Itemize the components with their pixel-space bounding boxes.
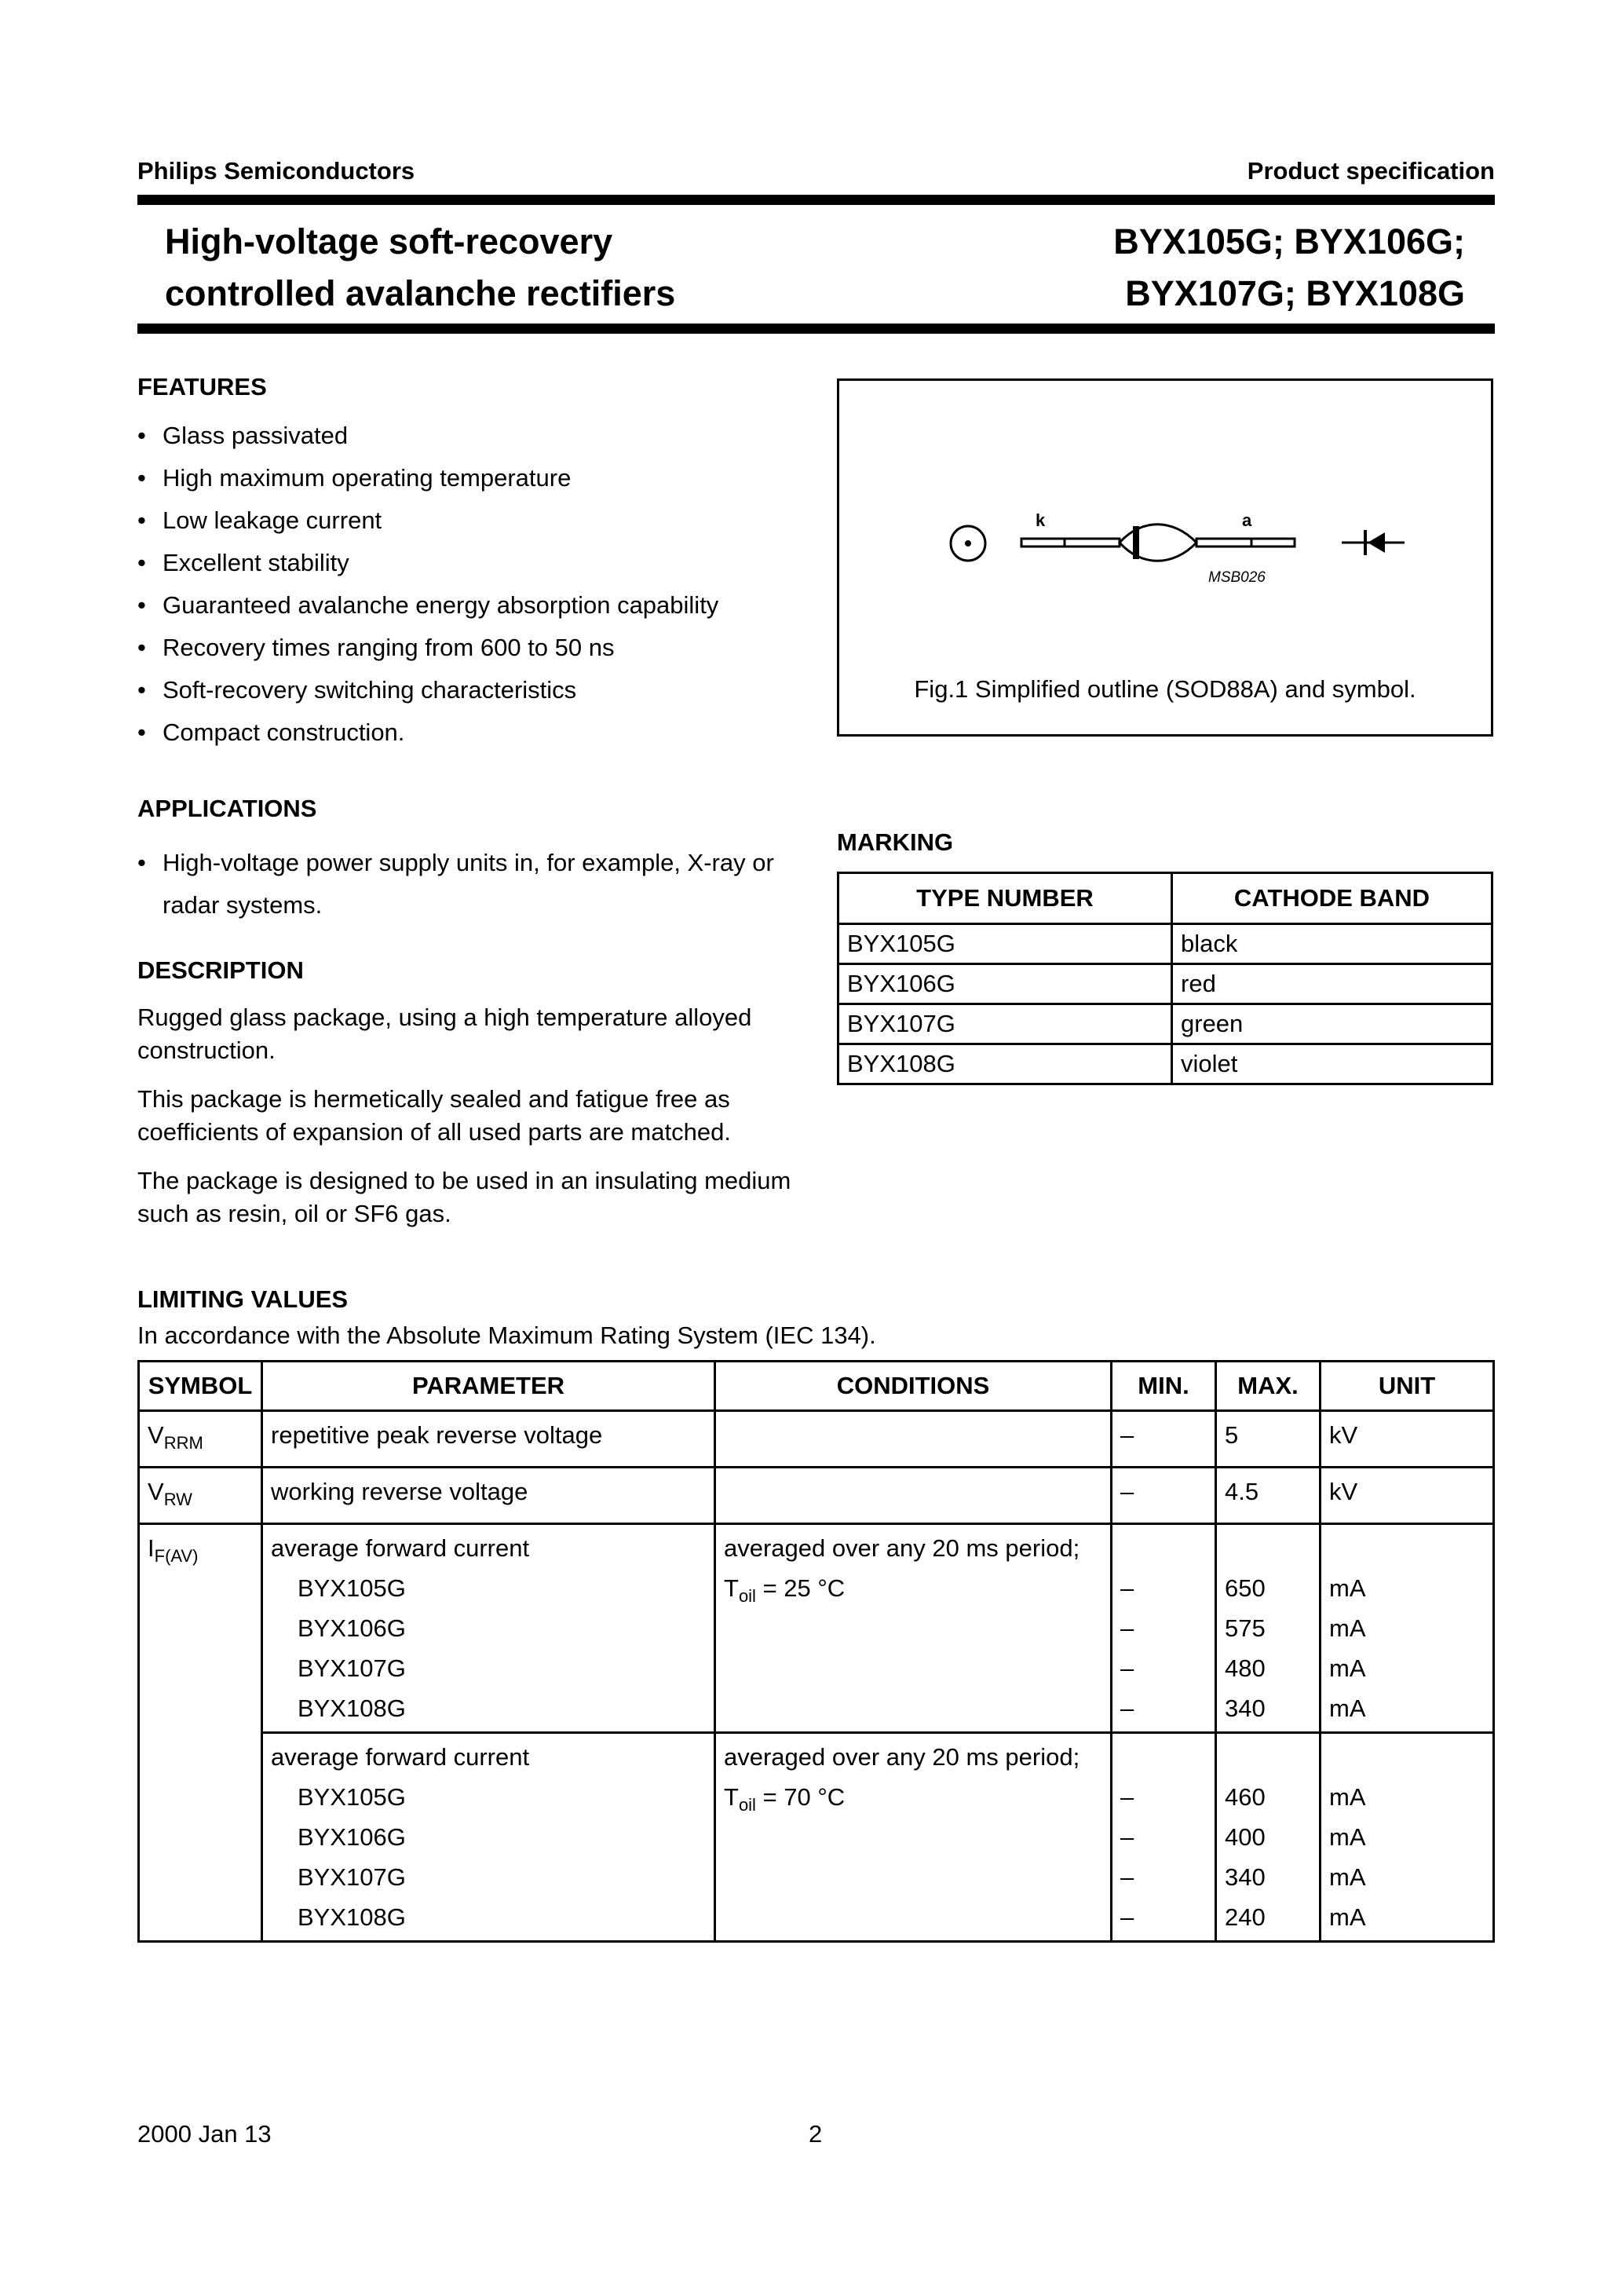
parameter-cell: repetitive peak reverse voltage (262, 1411, 715, 1468)
list-item: • Recovery times ranging from 600 to 50 ns (137, 627, 813, 669)
part-numbers (1113, 216, 1465, 320)
col-conditions: CONDITIONS (715, 1362, 1112, 1411)
table-row (139, 1411, 1494, 1468)
title-rule (137, 324, 1495, 334)
end-view-dot (965, 540, 971, 547)
max-cell: 4.5 (1216, 1468, 1321, 1524)
cathode-band (1133, 526, 1139, 559)
table-row (139, 1733, 1494, 1942)
min-cell: – – – – (1112, 1524, 1216, 1733)
list-item: • Glass passivated (137, 415, 813, 457)
part-numbers-line-1: BYX105G; BYX106G; (1113, 221, 1465, 261)
symbol-cell: $V_{RRM}$ (139, 1411, 262, 1468)
applications-heading: APPLICATIONS (137, 795, 317, 822)
description-body (137, 1001, 813, 1246)
min-cell: – (1112, 1468, 1216, 1524)
top-rule (137, 195, 1495, 205)
list-item: • High-voltage power supply units in, for example, X-ray or radar systems. (137, 842, 801, 927)
figure-caption: Fig.1 Simplified outline (SOD88A) and symbol. (914, 675, 1416, 703)
footer-date: 2000 Jan 13 (137, 2120, 272, 2148)
table-row (139, 1468, 1494, 1524)
description-paragraph: The package is designed to be used in an insulating medium such as resin, oil or SF6 gas. (137, 1167, 791, 1227)
diode-outline-figure (839, 381, 1491, 616)
part-numbers-line-2: BYX107G; BYX108G (1125, 273, 1465, 313)
page-number: 2 (809, 2120, 823, 2148)
features-list (137, 415, 813, 754)
table-row (139, 1524, 1494, 1733)
cathode-band-cell: black (1172, 924, 1492, 964)
list-item: • High maximum operating temperature (137, 457, 813, 499)
max-cell: 460 400 340 240 (1216, 1733, 1321, 1942)
type-number-cell: BYX106G (838, 964, 1172, 1004)
unit-cell: kV (1321, 1411, 1494, 1468)
parameter-cell: working reverse voltage (262, 1468, 715, 1524)
anode-lead-inner (1196, 539, 1251, 547)
unit-cell: mA mA mA mA (1321, 1524, 1494, 1733)
document-title (165, 216, 675, 320)
type-list: BYX105G BYX106G BYX107G BYX108G (298, 1783, 406, 1932)
table-row (838, 1004, 1492, 1044)
cathode-band-cell: violet (1172, 1044, 1492, 1084)
unit-cell: mA mA mA mA (1321, 1733, 1494, 1942)
marking-col-band: CATHODE BAND (1172, 873, 1492, 924)
table-row (838, 1044, 1492, 1084)
description-paragraph: Rugged glass package, using a high temperature alloyed construction. (137, 1004, 752, 1064)
type-list: BYX105G BYX106G BYX107G BYX108G (298, 1574, 406, 1723)
marking-col-type: TYPE NUMBER (838, 873, 1172, 924)
cathode-lead-inner (1065, 539, 1120, 547)
glass-body (1120, 525, 1196, 561)
parameter-cell: average forward current BYX105G BYX106G BYX107G BYX108G (262, 1524, 715, 1733)
anode-lead (1251, 539, 1295, 547)
type-number-cell: BYX105G (838, 924, 1172, 964)
conditions-cell: averaged over any 20 ms period; $T_{oil} = 25$ °C (715, 1524, 1112, 1733)
title-line-2: controlled avalanche rectifiers (165, 273, 676, 313)
conditions-cell (715, 1411, 1112, 1468)
col-max: MAX. (1216, 1362, 1321, 1411)
cathode-lead (1021, 539, 1065, 547)
description-paragraph: This package is hermetically sealed and fatigue free as coefficients of expansion of all used parts are matched. (137, 1085, 731, 1146)
symbol-triangle (1368, 532, 1385, 553)
figure-box (837, 378, 1493, 737)
marking-heading: MARKING (837, 828, 954, 856)
max-cell: 650 575 480 340 (1216, 1524, 1321, 1733)
marking-table (837, 872, 1493, 1085)
title-line-1: High-voltage soft-recovery (165, 221, 613, 261)
limiting-values-table (137, 1360, 1495, 1943)
col-min: MIN. (1112, 1362, 1216, 1411)
min-cell: – (1112, 1411, 1216, 1468)
symbol-cell: $I_{F(AV)}$ (139, 1524, 262, 1942)
min-cell: – – – – (1112, 1733, 1216, 1942)
list-item: • Excellent stability (137, 542, 813, 584)
applications-list (137, 842, 801, 927)
max-cell: 5 (1216, 1411, 1321, 1468)
anode-label: a (1242, 510, 1252, 530)
list-item: • Low leakage current (137, 499, 813, 542)
cathode-band-cell: red (1172, 964, 1492, 1004)
company-name: Philips Semiconductors (137, 157, 415, 185)
list-item: • Soft-recovery switching characteristics (137, 669, 813, 711)
limiting-heading: LIMITING VALUES (137, 1285, 349, 1313)
description-heading: DESCRIPTION (137, 956, 304, 984)
col-parameter: PARAMETER (262, 1362, 715, 1411)
list-item: • Compact construction. (137, 711, 813, 754)
limiting-intro: In accordance with the Absolute Maximum Rating System (IEC 134). (137, 1322, 876, 1349)
table-row (838, 964, 1492, 1004)
conditions-cell: averaged over any 20 ms period; $T_{oil} = 70$ °C (715, 1733, 1112, 1942)
col-symbol: SYMBOL (139, 1362, 262, 1411)
type-number-cell: BYX107G (838, 1004, 1172, 1044)
col-unit: UNIT (1321, 1362, 1494, 1411)
figure-code: MSB026 (1208, 569, 1266, 586)
symbol-cell: $V_{RW}$ (139, 1468, 262, 1524)
conditions-cell (715, 1468, 1112, 1524)
list-item: • Guaranteed avalanche energy absorption capability (137, 584, 813, 627)
table-row (838, 924, 1492, 964)
document-type: Product specification (1247, 157, 1495, 185)
cathode-label: k (1036, 510, 1046, 530)
type-number-cell: BYX108G (838, 1044, 1172, 1084)
parameter-cell: average forward current BYX105G BYX106G BYX107G BYX108G (262, 1733, 715, 1942)
unit-cell: kV (1321, 1468, 1494, 1524)
cathode-band-cell: green (1172, 1004, 1492, 1044)
features-heading: FEATURES (137, 373, 267, 400)
